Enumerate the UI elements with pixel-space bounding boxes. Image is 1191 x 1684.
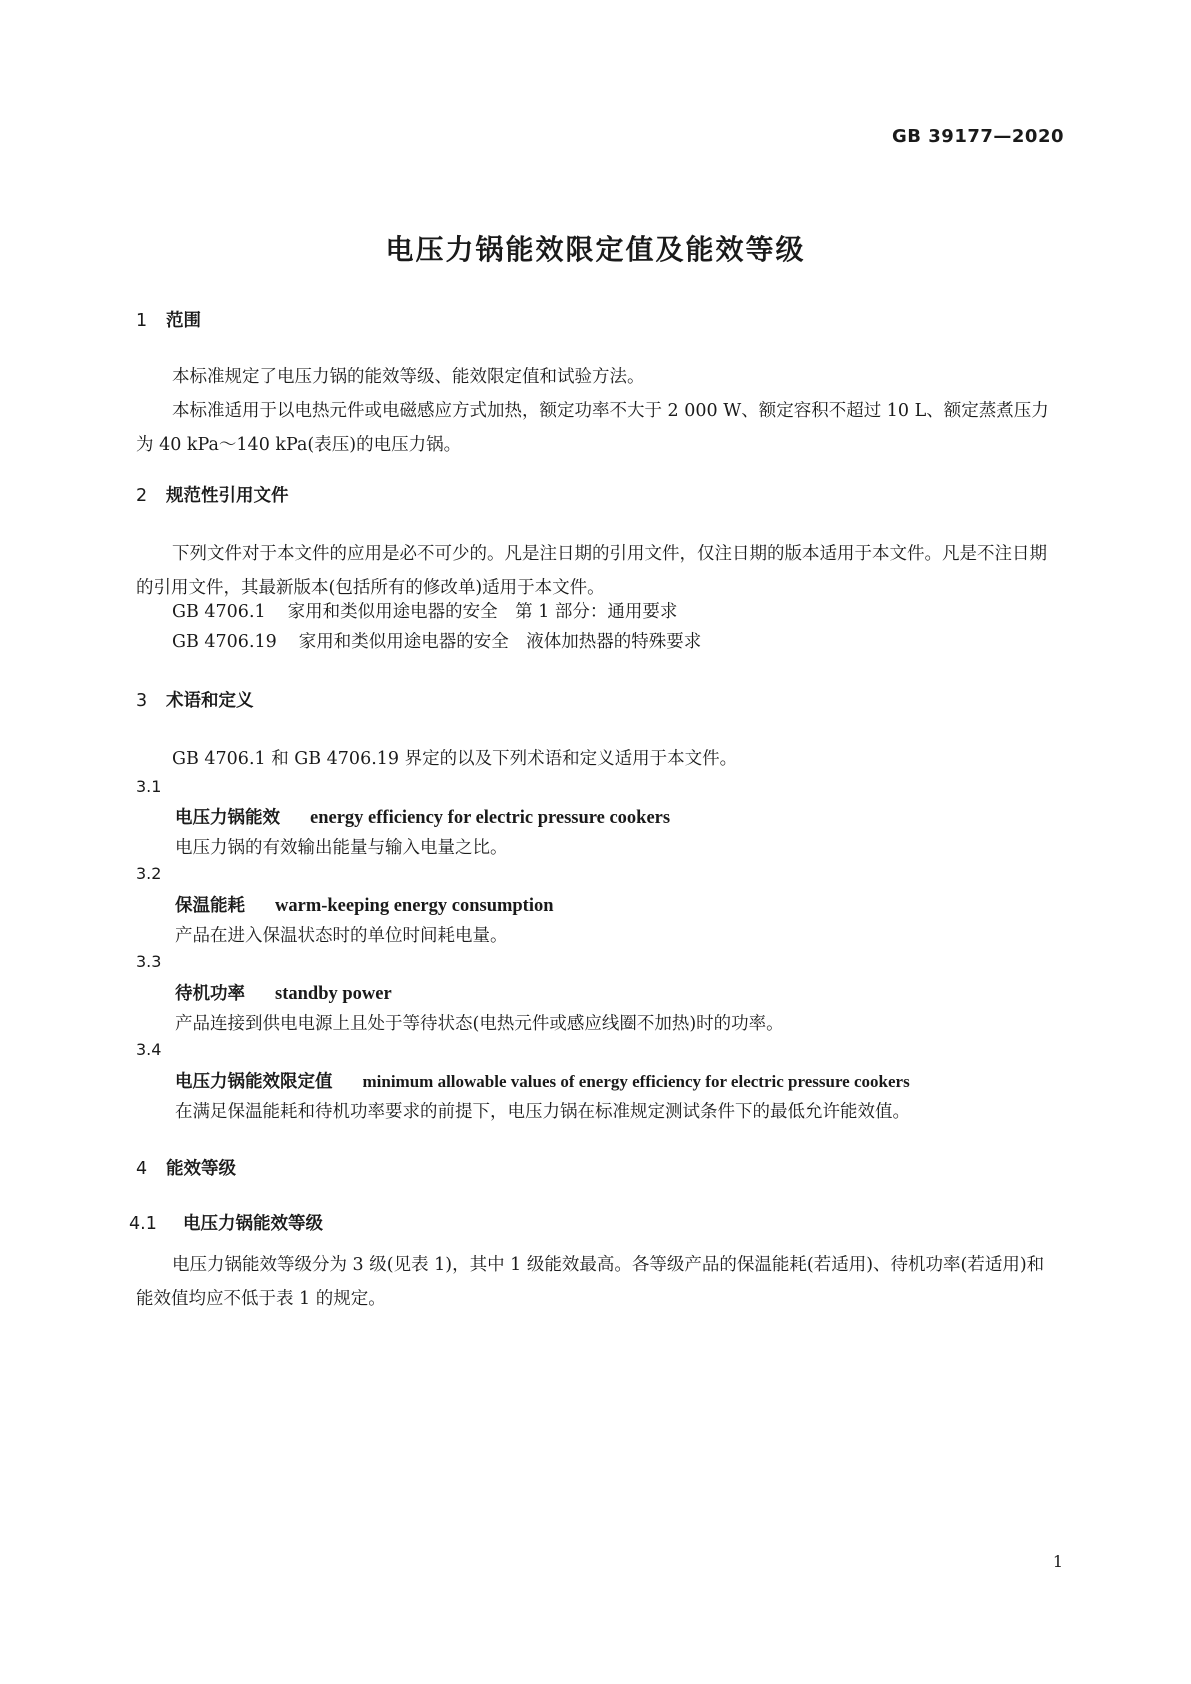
document-code: GB 39177—2020	[892, 126, 1064, 147]
reference-title: 家用和类似用途电器的安全 第 1 部分：通用要求	[287, 602, 678, 622]
subsection-number: 4.1	[129, 1214, 157, 1234]
reference-code: GB 4706.19	[172, 632, 277, 652]
clause-number: 3.1	[136, 777, 162, 796]
section-heading-terms	[136, 687, 254, 712]
scope-paragraph-1: 本标准规定了电压力锅的能效等级、能效限定值和试验方法。	[172, 367, 645, 387]
document-title: 电压力锅能效限定值及能效等级	[385, 233, 806, 266]
term-zh: 保温能耗	[175, 896, 245, 916]
clause-number: 3.4	[136, 1040, 162, 1059]
section-number: 1	[136, 311, 148, 331]
reference-title: 家用和类似用途电器的安全 液体加热器的特殊要求	[298, 632, 702, 652]
clause-number: 3.2	[136, 864, 162, 883]
subsection-heading	[129, 1210, 323, 1235]
term-entry	[175, 892, 554, 917]
term-zh: 电压力锅能效限定值	[175, 1072, 333, 1092]
term-en: energy efficiency for electric pressure cookers	[310, 808, 671, 828]
section-number: 3	[136, 691, 148, 711]
scope-paragraph-2: 本标准适用于以电热元件或电磁感应方式加热，额定功率不大于 2 000 W、额定容积不超过 10 L、额定蒸煮压力为 40 kPa～140 kPa(表压)的电压力锅。	[136, 401, 1049, 455]
section-title: 能效等级	[166, 1159, 236, 1179]
section-title: 规范性引用文件	[166, 486, 289, 506]
term-definition: 在满足保温能耗和待机功率要求的前提下，电压力锅在标准规定测试条件下的最低允许能效值。	[175, 1102, 910, 1122]
term-en: standby power	[275, 984, 392, 1004]
reference-item	[172, 628, 701, 653]
section-heading-energy-grades	[136, 1155, 236, 1180]
reference-code: GB 4706.1	[172, 602, 266, 622]
section-number: 4	[136, 1159, 148, 1179]
term-definition: 电压力锅的有效输出能量与输入电量之比。	[175, 838, 508, 858]
references-paragraph: 下列文件对于本文件的应用是必不可少的。凡是注日期的引用文件，仅注日期的版本适用于本文件。凡是不注日期的引用文件，其最新版本(包括所有的修改单)适用于本文件。	[136, 544, 1047, 598]
section-heading-scope	[136, 307, 201, 332]
section-heading-normative-references	[136, 482, 289, 507]
term-entry	[175, 980, 392, 1005]
reference-item	[172, 598, 677, 623]
terms-intro: GB 4706.1 和 GB 4706.19 界定的以及下列术语和定义适用于本文件。	[172, 749, 738, 769]
term-entry	[175, 804, 670, 829]
section-title: 范围	[166, 311, 201, 331]
section-number: 2	[136, 486, 148, 506]
term-definition: 产品在进入保温状态时的单位时间耗电量。	[175, 926, 508, 946]
page-number: 1	[1052, 1552, 1063, 1571]
term-definition: 产品连接到供电电源上且处于等待状态(电热元件或感应线圈不加热)时的功率。	[175, 1014, 784, 1034]
section-title: 术语和定义	[166, 691, 254, 711]
energy-grades-paragraph: 电压力锅能效等级分为 3 级(见表 1)，其中 1 级能效最高。各等级产品的保温能耗(若适用)、待机功率(若适用)和能效值均应不低于表 1 的规定。	[136, 1255, 1045, 1309]
term-entry	[175, 1068, 910, 1093]
subsection-title: 电压力锅能效等级	[183, 1214, 323, 1234]
term-en: minimum allowable values of energy efficiency for electric pressure cookers	[362, 1072, 910, 1091]
term-zh: 待机功率	[175, 984, 245, 1004]
clause-number: 3.3	[136, 952, 162, 971]
term-zh: 电压力锅能效	[175, 808, 280, 828]
term-en: warm-keeping energy consumption	[275, 896, 554, 916]
